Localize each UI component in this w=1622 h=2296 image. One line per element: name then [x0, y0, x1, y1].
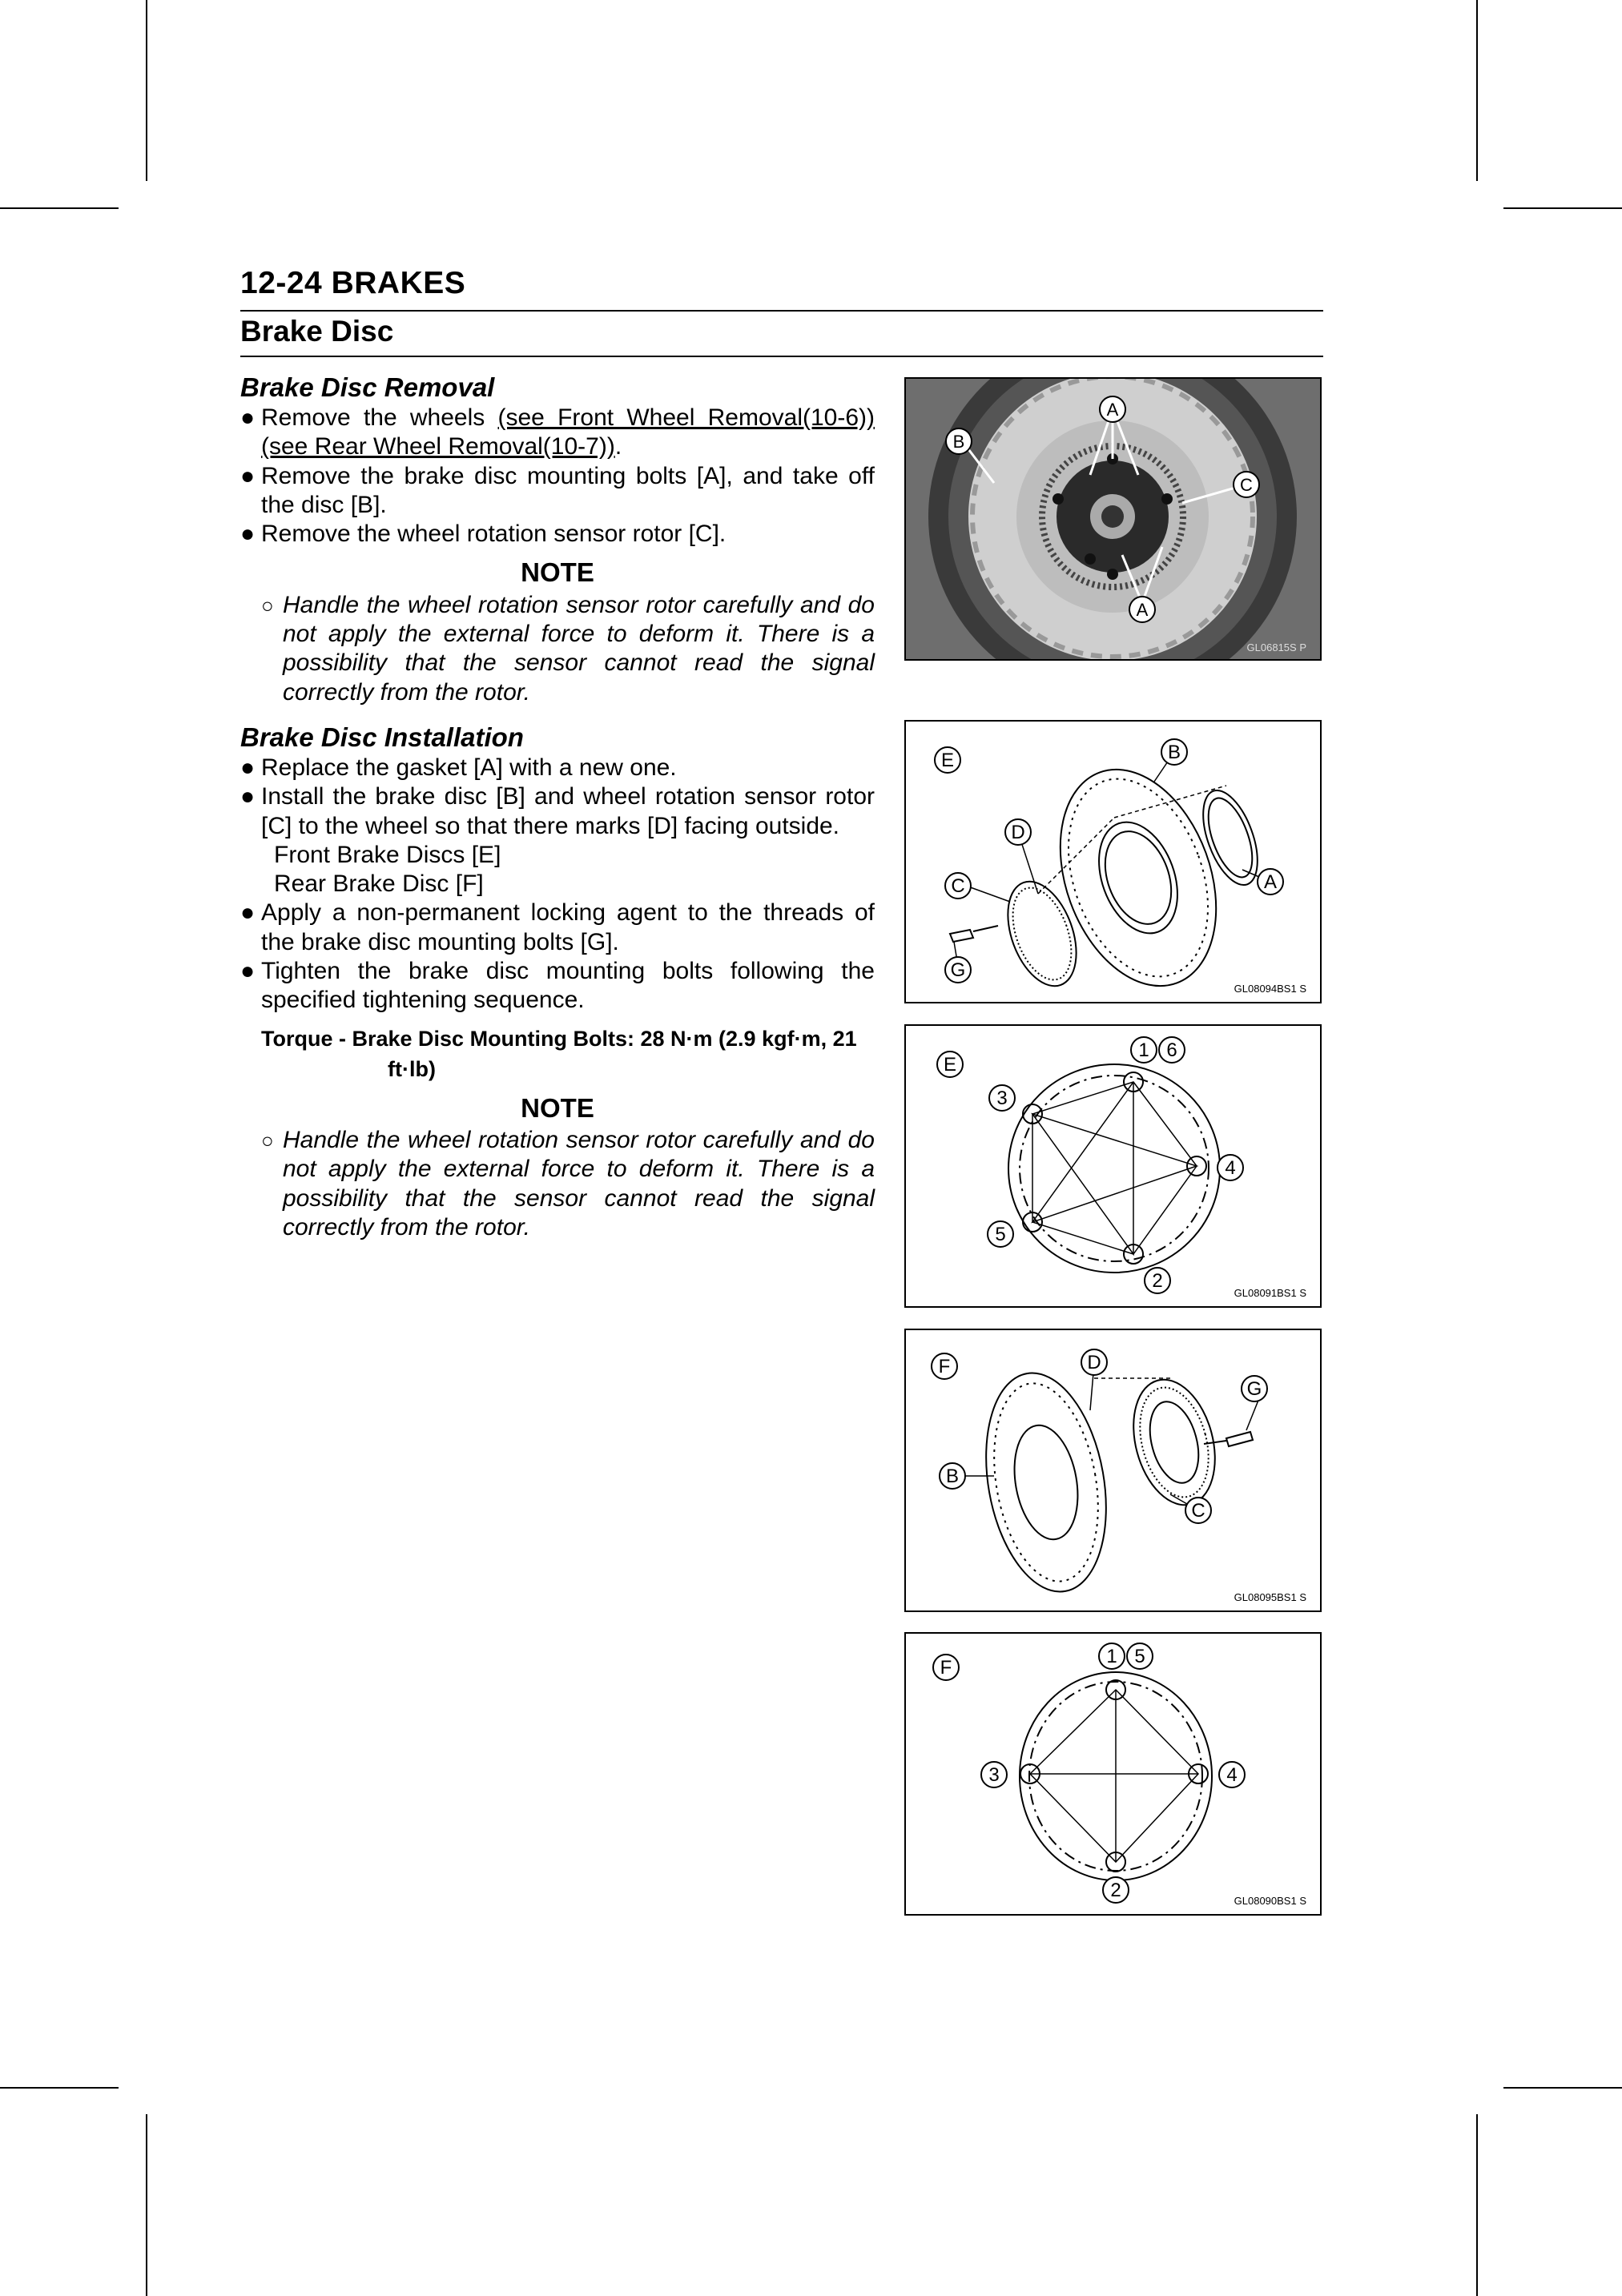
bullet-icon: ● [240, 404, 256, 431]
note-title: NOTE [521, 557, 594, 588]
label-e: E [943, 1054, 957, 1076]
circle-bullet-icon: ○ [261, 1128, 274, 1152]
label-f: F [940, 1657, 952, 1679]
label-c: C [951, 875, 965, 897]
sequence-number: 2 [1110, 1880, 1121, 1901]
removal-step-text: Remove the brake disc mounting bolts [A], and take off the disc [B]. [261, 462, 875, 518]
label-a: A [1263, 871, 1278, 893]
figure-front-disc-exploded [904, 720, 1322, 1003]
sequence-number: 1 [1138, 1039, 1149, 1061]
label-d: D [1087, 1352, 1101, 1373]
installation-step-text: Apply a non-permanent locking agent to the threads of the brake disc mounting bolts [G]. [261, 899, 875, 955]
figure-code: GL08094BS1 S [1234, 983, 1306, 995]
removal-step [240, 462, 875, 521]
crop-mark [146, 0, 147, 181]
label-d: D [1011, 822, 1025, 843]
installation-step [240, 782, 875, 841]
figure-front-bolt-sequence [904, 1024, 1322, 1308]
note-body: Handle the wheel rotation sensor rotor carefully and do not apply the external force to deform it. There is a possibility that the sensor cannot read the signal correctly from the rotor. [283, 591, 875, 706]
page-header: 12-24 BRAKES [240, 266, 466, 300]
removal-step [240, 520, 875, 549]
sequence-number: 3 [996, 1088, 1008, 1109]
label-e: E [940, 750, 955, 771]
front-wheel-removal-link[interactable]: (see Front Wheel Removal(10-6)) [497, 404, 875, 431]
circle-bullet-icon: ○ [261, 593, 274, 617]
rear-wheel-removal-link[interactable]: (see Rear Wheel Removal(10-7)) [261, 433, 615, 460]
sequence-number: 6 [1166, 1039, 1177, 1061]
bullet-icon: ● [240, 754, 256, 781]
figure-code: GL06815S P [1246, 641, 1306, 653]
installation-step [240, 899, 875, 957]
installation-step [240, 754, 875, 782]
crop-mark [1476, 0, 1478, 181]
label-g: G [1246, 1378, 1262, 1400]
label-a: A [1106, 400, 1119, 420]
note-text [240, 1126, 875, 1242]
figure-rear-disc-exploded [904, 1329, 1322, 1612]
torque-spec [261, 1023, 875, 1084]
crop-mark [0, 207, 119, 209]
section-rule [240, 356, 1323, 357]
note-title: NOTE [521, 1092, 594, 1123]
figure-code: GL08091BS1 S [1234, 1287, 1306, 1299]
removal-step-text: Remove the wheels [261, 404, 498, 431]
figure-wheel-photo [904, 377, 1322, 661]
bullet-icon: ● [240, 462, 256, 489]
bullet-icon: ● [240, 783, 256, 810]
bullet-icon: ● [240, 521, 256, 548]
label-a: A [1136, 600, 1149, 620]
label-c: C [1191, 1500, 1205, 1522]
installation-step-text: Install the brake disc [B] and wheel rotation sensor rotor [C] to the wheel so that there marks [D] facing outside. [261, 783, 875, 839]
installation-section [240, 722, 875, 1242]
rear-sequence-diagram [906, 1634, 1320, 1914]
sequence-number: 5 [995, 1224, 1006, 1245]
label-f: F [938, 1356, 951, 1377]
front-disc-diagram [906, 722, 1320, 1002]
installation-step-text: Tighten the brake disc mounting bolts following the specified tightening sequence. [261, 958, 875, 1014]
rear-disc-diagram [906, 1330, 1320, 1610]
front-sequence-diagram [906, 1026, 1320, 1306]
figure-code: GL08090BS1 S [1234, 1895, 1306, 1907]
crop-mark [1503, 2087, 1622, 2089]
sub-item: Front Brake Discs [E] [274, 841, 501, 868]
note-text [240, 591, 875, 707]
crop-mark [1476, 2114, 1478, 2296]
sequence-number: 4 [1226, 1764, 1238, 1786]
figure-rear-bolt-sequence [904, 1632, 1322, 1916]
label-b: B [952, 432, 965, 452]
crop-mark [1503, 207, 1622, 209]
installation-step [240, 957, 875, 1015]
note-body: Handle the wheel rotation sensor rotor carefully and do not apply the external force to deform it. There is a possibility that the sensor cannot read the signal correctly from the rotor. [283, 1126, 875, 1240]
section-title: Brake Disc [240, 315, 394, 348]
label-b: B [1167, 742, 1181, 763]
removal-step-text: Remove the wheel rotation sensor rotor [C]. [261, 521, 726, 548]
torque-line: ft·lb) [388, 1056, 436, 1081]
figure-code: GL08095BS1 S [1234, 1591, 1306, 1603]
removal-section [240, 372, 875, 707]
sequence-number: 4 [1225, 1157, 1236, 1179]
sequence-number: 5 [1134, 1646, 1145, 1667]
removal-title: Brake Disc Removal [240, 372, 495, 402]
crop-mark [0, 2087, 119, 2089]
label-c: C [1240, 475, 1253, 495]
sequence-number: 2 [1152, 1270, 1163, 1292]
wheel-photo-illustration [906, 379, 1320, 659]
removal-step [240, 404, 875, 462]
bullet-icon: ● [240, 899, 256, 927]
installation-title: Brake Disc Installation [240, 722, 524, 752]
label-b: B [945, 1466, 960, 1487]
removal-step-suffix: . [614, 433, 622, 460]
label-g: G [950, 959, 966, 981]
header-rule [240, 310, 1323, 312]
bullet-icon: ● [240, 958, 256, 985]
sequence-number: 3 [988, 1764, 1000, 1786]
sub-item: Rear Brake Disc [F] [274, 871, 484, 898]
torque-line: Torque - Brake Disc Mounting Bolts: 28 N·m (2.9 kgf·m, 21 [261, 1026, 857, 1051]
sequence-number: 1 [1106, 1646, 1117, 1667]
installation-step-text: Replace the gasket [A] with a new one. [261, 754, 677, 781]
crop-mark [146, 2114, 147, 2296]
